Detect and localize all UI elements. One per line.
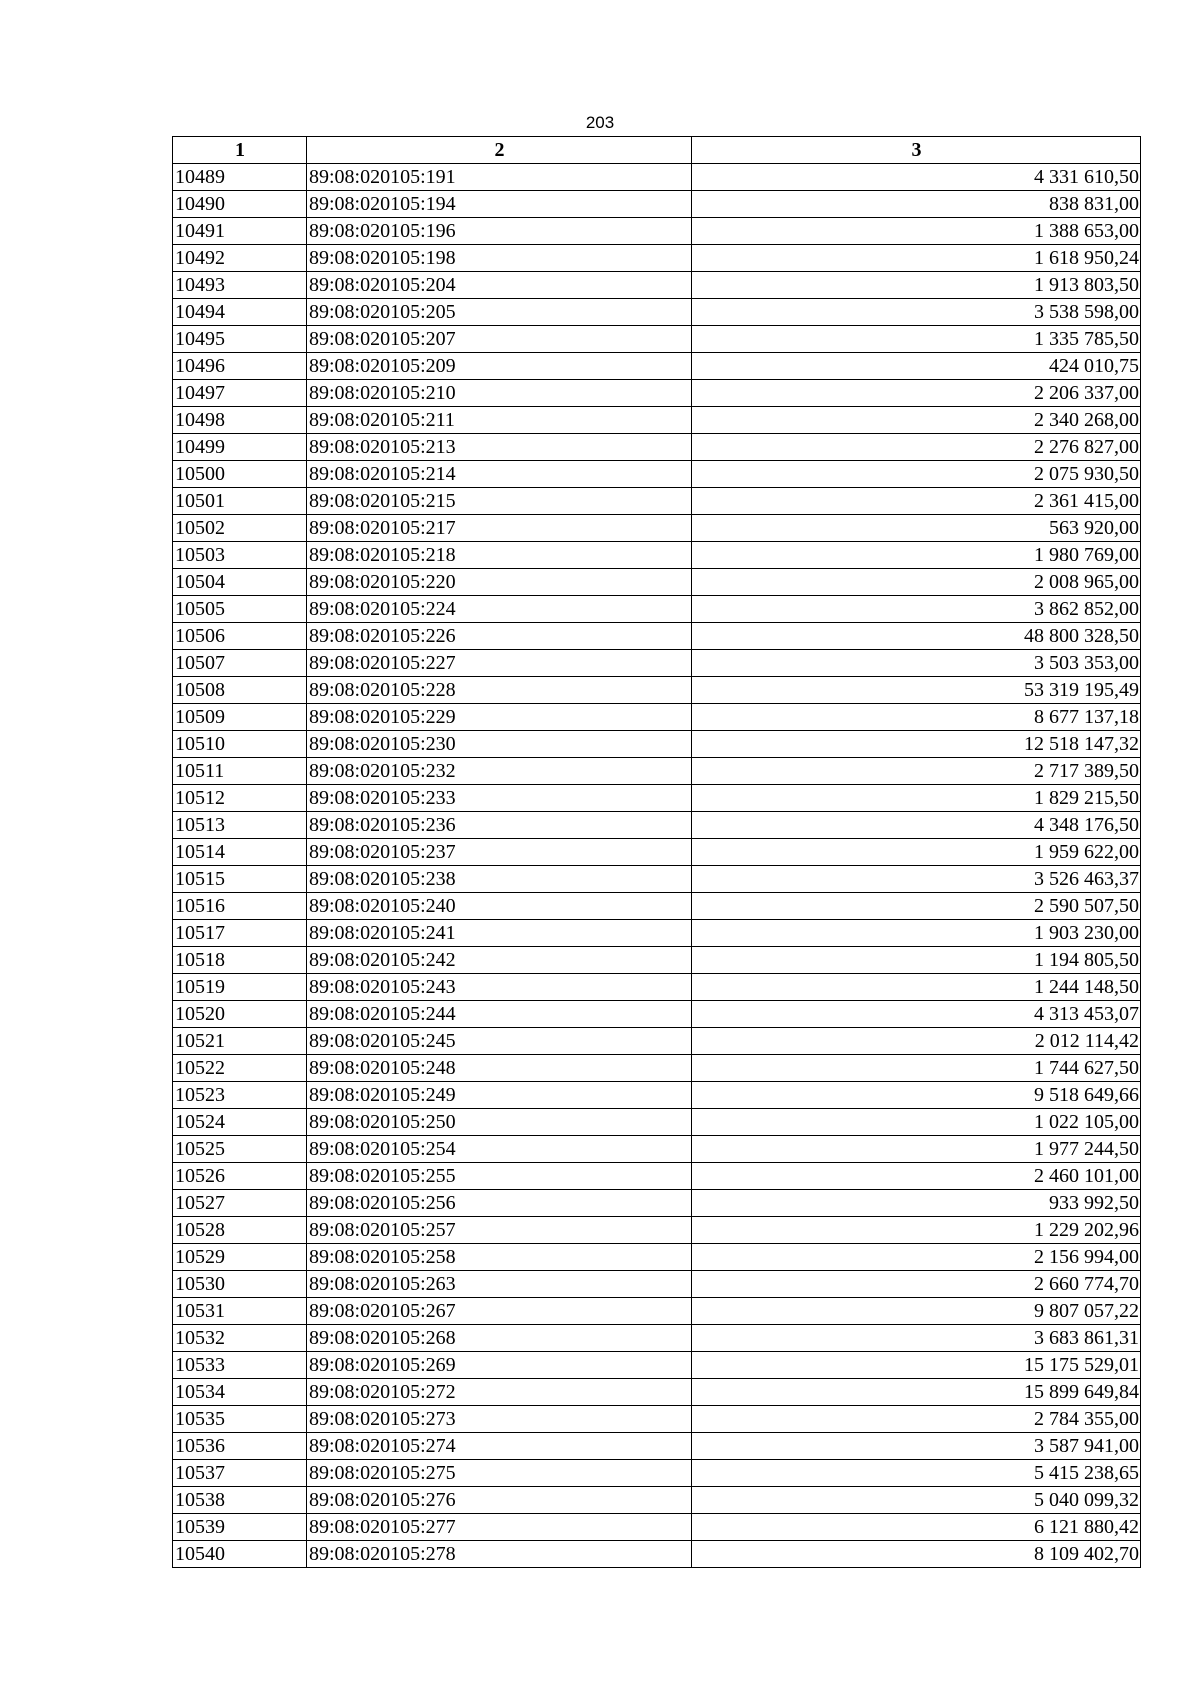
cadastral-value-cell: 2 660 774,70	[692, 1271, 1141, 1298]
row-number-cell: 10527	[173, 1190, 307, 1217]
cadastral-number-cell: 89:08:020105:191	[307, 164, 692, 191]
table-row	[173, 1190, 1141, 1217]
cadastral-value-cell: 2 590 507,50	[692, 893, 1141, 920]
cadastral-value-cell: 563 920,00	[692, 515, 1141, 542]
table-row	[173, 650, 1141, 677]
cadastral-value-cell: 1 335 785,50	[692, 326, 1141, 353]
row-number-cell: 10502	[173, 515, 307, 542]
row-number-cell: 10515	[173, 866, 307, 893]
row-number-cell: 10507	[173, 650, 307, 677]
row-number-cell: 10494	[173, 299, 307, 326]
table-row	[173, 272, 1141, 299]
table-row	[173, 1325, 1141, 1352]
cadastral-number-cell: 89:08:020105:269	[307, 1352, 692, 1379]
table-row	[173, 893, 1141, 920]
table-row	[173, 569, 1141, 596]
row-number-cell: 10491	[173, 218, 307, 245]
cadastral-value-cell: 1 829 215,50	[692, 785, 1141, 812]
row-number-cell: 10504	[173, 569, 307, 596]
row-number-cell: 10528	[173, 1217, 307, 1244]
table-row	[173, 1352, 1141, 1379]
cadastral-number-cell: 89:08:020105:214	[307, 461, 692, 488]
cadastral-value-table	[172, 136, 1141, 1568]
row-number-cell: 10523	[173, 1082, 307, 1109]
row-number-cell: 10525	[173, 1136, 307, 1163]
cadastral-value-cell: 2 008 965,00	[692, 569, 1141, 596]
cadastral-value-cell: 1 903 230,00	[692, 920, 1141, 947]
row-number-cell: 10539	[173, 1514, 307, 1541]
cadastral-value-cell: 1 022 105,00	[692, 1109, 1141, 1136]
table-row	[173, 677, 1141, 704]
cadastral-value-cell: 8 677 137,18	[692, 704, 1141, 731]
table-row	[173, 1163, 1141, 1190]
cadastral-number-cell: 89:08:020105:232	[307, 758, 692, 785]
row-number-cell: 10540	[173, 1541, 307, 1568]
table-row	[173, 1217, 1141, 1244]
row-number-cell: 10489	[173, 164, 307, 191]
cadastral-number-cell: 89:08:020105:268	[307, 1325, 692, 1352]
row-number-cell: 10518	[173, 947, 307, 974]
table-row	[173, 380, 1141, 407]
cadastral-number-cell: 89:08:020105:276	[307, 1487, 692, 1514]
cadastral-number-cell: 89:08:020105:229	[307, 704, 692, 731]
cadastral-number-cell: 89:08:020105:245	[307, 1028, 692, 1055]
cadastral-value-cell: 1 229 202,96	[692, 1217, 1141, 1244]
table-row	[173, 1487, 1141, 1514]
table-row	[173, 623, 1141, 650]
table-row	[173, 1271, 1141, 1298]
table-header-row	[173, 137, 1141, 164]
row-number-cell: 10498	[173, 407, 307, 434]
cadastral-value-cell: 3 503 353,00	[692, 650, 1141, 677]
cadastral-value-cell: 15 175 529,01	[692, 1352, 1141, 1379]
cadastral-value-cell: 3 587 941,00	[692, 1433, 1141, 1460]
cadastral-value-cell: 1 980 769,00	[692, 542, 1141, 569]
cadastral-number-cell: 89:08:020105:224	[307, 596, 692, 623]
cadastral-value-cell: 5 415 238,65	[692, 1460, 1141, 1487]
cadastral-number-cell: 89:08:020105:207	[307, 326, 692, 353]
table-row	[173, 1298, 1141, 1325]
cadastral-number-cell: 89:08:020105:257	[307, 1217, 692, 1244]
table-row	[173, 731, 1141, 758]
cadastral-value-cell: 15 899 649,84	[692, 1379, 1141, 1406]
cadastral-number-cell: 89:08:020105:278	[307, 1541, 692, 1568]
table-row	[173, 353, 1141, 380]
row-number-cell: 10517	[173, 920, 307, 947]
cadastral-value-cell: 1 744 627,50	[692, 1055, 1141, 1082]
table-row	[173, 299, 1141, 326]
row-number-cell: 10503	[173, 542, 307, 569]
cadastral-value-cell: 1 388 653,00	[692, 218, 1141, 245]
row-number-cell: 10508	[173, 677, 307, 704]
cadastral-value-cell: 2 206 337,00	[692, 380, 1141, 407]
cadastral-value-cell: 4 313 453,07	[692, 1001, 1141, 1028]
table-row	[173, 1109, 1141, 1136]
cadastral-number-cell: 89:08:020105:248	[307, 1055, 692, 1082]
row-number-cell: 10531	[173, 1298, 307, 1325]
row-number-cell: 10534	[173, 1379, 307, 1406]
table-row	[173, 812, 1141, 839]
row-number-cell: 10496	[173, 353, 307, 380]
cadastral-value-cell: 3 526 463,37	[692, 866, 1141, 893]
cadastral-value-cell: 2 012 114,42	[692, 1028, 1141, 1055]
table-row	[173, 218, 1141, 245]
cadastral-number-cell: 89:08:020105:254	[307, 1136, 692, 1163]
cadastral-number-cell: 89:08:020105:237	[307, 839, 692, 866]
row-number-cell: 10522	[173, 1055, 307, 1082]
row-number-cell: 10536	[173, 1433, 307, 1460]
cadastral-value-cell: 1 977 244,50	[692, 1136, 1141, 1163]
row-number-cell: 10537	[173, 1460, 307, 1487]
cadastral-number-cell: 89:08:020105:241	[307, 920, 692, 947]
row-number-cell: 10505	[173, 596, 307, 623]
table-row	[173, 1433, 1141, 1460]
row-number-cell: 10513	[173, 812, 307, 839]
table-row	[173, 1028, 1141, 1055]
cadastral-value-cell: 1 959 622,00	[692, 839, 1141, 866]
table-row	[173, 596, 1141, 623]
cadastral-number-cell: 89:08:020105:240	[307, 893, 692, 920]
cadastral-number-cell: 89:08:020105:205	[307, 299, 692, 326]
row-number-cell: 10521	[173, 1028, 307, 1055]
cadastral-value-cell: 53 319 195,49	[692, 677, 1141, 704]
cadastral-number-cell: 89:08:020105:267	[307, 1298, 692, 1325]
cadastral-value-cell: 2 784 355,00	[692, 1406, 1141, 1433]
cadastral-value-cell: 2 156 994,00	[692, 1244, 1141, 1271]
table-row	[173, 515, 1141, 542]
row-number-cell: 10506	[173, 623, 307, 650]
cadastral-value-cell: 12 518 147,32	[692, 731, 1141, 758]
cadastral-number-cell: 89:08:020105:230	[307, 731, 692, 758]
table-row	[173, 164, 1141, 191]
row-number-cell: 10516	[173, 893, 307, 920]
cadastral-value-cell: 2 340 268,00	[692, 407, 1141, 434]
table-row	[173, 461, 1141, 488]
cadastral-value-cell: 8 109 402,70	[692, 1541, 1141, 1568]
row-number-cell: 10492	[173, 245, 307, 272]
table-row	[173, 1514, 1141, 1541]
table-row	[173, 407, 1141, 434]
cadastral-number-cell: 89:08:020105:255	[307, 1163, 692, 1190]
row-number-cell: 10500	[173, 461, 307, 488]
cadastral-number-cell: 89:08:020105:198	[307, 245, 692, 272]
column-header-number: 1	[173, 137, 307, 164]
cadastral-value-cell: 4 348 176,50	[692, 812, 1141, 839]
row-number-cell: 10529	[173, 1244, 307, 1271]
row-number-cell: 10524	[173, 1109, 307, 1136]
table-row	[173, 1136, 1141, 1163]
table-row	[173, 785, 1141, 812]
cadastral-number-cell: 89:08:020105:277	[307, 1514, 692, 1541]
table-row	[173, 191, 1141, 218]
cadastral-number-cell: 89:08:020105:194	[307, 191, 692, 218]
cadastral-value-cell: 1 244 148,50	[692, 974, 1141, 1001]
cadastral-number-cell: 89:08:020105:236	[307, 812, 692, 839]
table-row	[173, 839, 1141, 866]
cadastral-value-cell: 6 121 880,42	[692, 1514, 1141, 1541]
table-row	[173, 758, 1141, 785]
cadastral-number-cell: 89:08:020105:233	[307, 785, 692, 812]
cadastral-value-cell: 2 276 827,00	[692, 434, 1141, 461]
row-number-cell: 10520	[173, 1001, 307, 1028]
table-row	[173, 488, 1141, 515]
table-row	[173, 974, 1141, 1001]
cadastral-number-cell: 89:08:020105:263	[307, 1271, 692, 1298]
table-row	[173, 1082, 1141, 1109]
row-number-cell: 10493	[173, 272, 307, 299]
row-number-cell: 10497	[173, 380, 307, 407]
cadastral-number-cell: 89:08:020105:273	[307, 1406, 692, 1433]
table-body	[173, 164, 1141, 1568]
table-row	[173, 245, 1141, 272]
cadastral-value-cell: 2 717 389,50	[692, 758, 1141, 785]
column-header-cadastral-number: 2	[307, 137, 692, 164]
cadastral-number-cell: 89:08:020105:258	[307, 1244, 692, 1271]
table-row	[173, 704, 1141, 731]
table-row	[173, 1460, 1141, 1487]
cadastral-value-cell: 3 862 852,00	[692, 596, 1141, 623]
cadastral-number-cell: 89:08:020105:210	[307, 380, 692, 407]
cadastral-number-cell: 89:08:020105:238	[307, 866, 692, 893]
cadastral-value-cell: 48 800 328,50	[692, 623, 1141, 650]
cadastral-number-cell: 89:08:020105:217	[307, 515, 692, 542]
cadastral-value-cell: 4 331 610,50	[692, 164, 1141, 191]
table-row	[173, 1055, 1141, 1082]
cadastral-number-cell: 89:08:020105:213	[307, 434, 692, 461]
table-row	[173, 1001, 1141, 1028]
row-number-cell: 10532	[173, 1325, 307, 1352]
row-number-cell: 10509	[173, 704, 307, 731]
cadastral-number-cell: 89:08:020105:274	[307, 1433, 692, 1460]
cadastral-value-cell: 9 518 649,66	[692, 1082, 1141, 1109]
cadastral-number-cell: 89:08:020105:228	[307, 677, 692, 704]
cadastral-value-cell: 2 075 930,50	[692, 461, 1141, 488]
row-number-cell: 10538	[173, 1487, 307, 1514]
table-row	[173, 866, 1141, 893]
cadastral-value-cell: 9 807 057,22	[692, 1298, 1141, 1325]
cadastral-value-cell: 2 460 101,00	[692, 1163, 1141, 1190]
cadastral-value-cell: 933 992,50	[692, 1190, 1141, 1217]
row-number-cell: 10490	[173, 191, 307, 218]
cadastral-value-cell: 5 040 099,32	[692, 1487, 1141, 1514]
cadastral-value-cell: 2 361 415,00	[692, 488, 1141, 515]
cadastral-number-cell: 89:08:020105:211	[307, 407, 692, 434]
table-row	[173, 542, 1141, 569]
cadastral-value-cell: 3 538 598,00	[692, 299, 1141, 326]
row-number-cell: 10499	[173, 434, 307, 461]
cadastral-value-cell: 1 618 950,24	[692, 245, 1141, 272]
cadastral-value-cell: 424 010,75	[692, 353, 1141, 380]
cadastral-number-cell: 89:08:020105:244	[307, 1001, 692, 1028]
table-row	[173, 920, 1141, 947]
page-number: 203	[585, 113, 615, 132]
table-row	[173, 947, 1141, 974]
table-row	[173, 434, 1141, 461]
row-number-cell: 10530	[173, 1271, 307, 1298]
cadastral-value-cell: 838 831,00	[692, 191, 1141, 218]
cadastral-number-cell: 89:08:020105:242	[307, 947, 692, 974]
cadastral-number-cell: 89:08:020105:227	[307, 650, 692, 677]
table-row	[173, 1406, 1141, 1433]
row-number-cell: 10495	[173, 326, 307, 353]
cadastral-number-cell: 89:08:020105:275	[307, 1460, 692, 1487]
cadastral-number-cell: 89:08:020105:226	[307, 623, 692, 650]
cadastral-number-cell: 89:08:020105:209	[307, 353, 692, 380]
row-number-cell: 10519	[173, 974, 307, 1001]
row-number-cell: 10533	[173, 1352, 307, 1379]
table-row	[173, 1541, 1141, 1568]
cadastral-number-cell: 89:08:020105:218	[307, 542, 692, 569]
cadastral-number-cell: 89:08:020105:272	[307, 1379, 692, 1406]
column-header-value: 3	[692, 137, 1141, 164]
row-number-cell: 10512	[173, 785, 307, 812]
table-row	[173, 1379, 1141, 1406]
table-row	[173, 1244, 1141, 1271]
row-number-cell: 10526	[173, 1163, 307, 1190]
cadastral-number-cell: 89:08:020105:243	[307, 974, 692, 1001]
row-number-cell: 10501	[173, 488, 307, 515]
cadastral-value-cell: 3 683 861,31	[692, 1325, 1141, 1352]
cadastral-number-cell: 89:08:020105:256	[307, 1190, 692, 1217]
cadastral-number-cell: 89:08:020105:196	[307, 218, 692, 245]
cadastral-number-cell: 89:08:020105:204	[307, 272, 692, 299]
row-number-cell: 10514	[173, 839, 307, 866]
row-number-cell: 10535	[173, 1406, 307, 1433]
cadastral-number-cell: 89:08:020105:249	[307, 1082, 692, 1109]
cadastral-number-cell: 89:08:020105:250	[307, 1109, 692, 1136]
table-row	[173, 326, 1141, 353]
cadastral-number-cell: 89:08:020105:215	[307, 488, 692, 515]
cadastral-number-cell: 89:08:020105:220	[307, 569, 692, 596]
cadastral-value-cell: 1 194 805,50	[692, 947, 1141, 974]
row-number-cell: 10511	[173, 758, 307, 785]
cadastral-value-cell: 1 913 803,50	[692, 272, 1141, 299]
row-number-cell: 10510	[173, 731, 307, 758]
